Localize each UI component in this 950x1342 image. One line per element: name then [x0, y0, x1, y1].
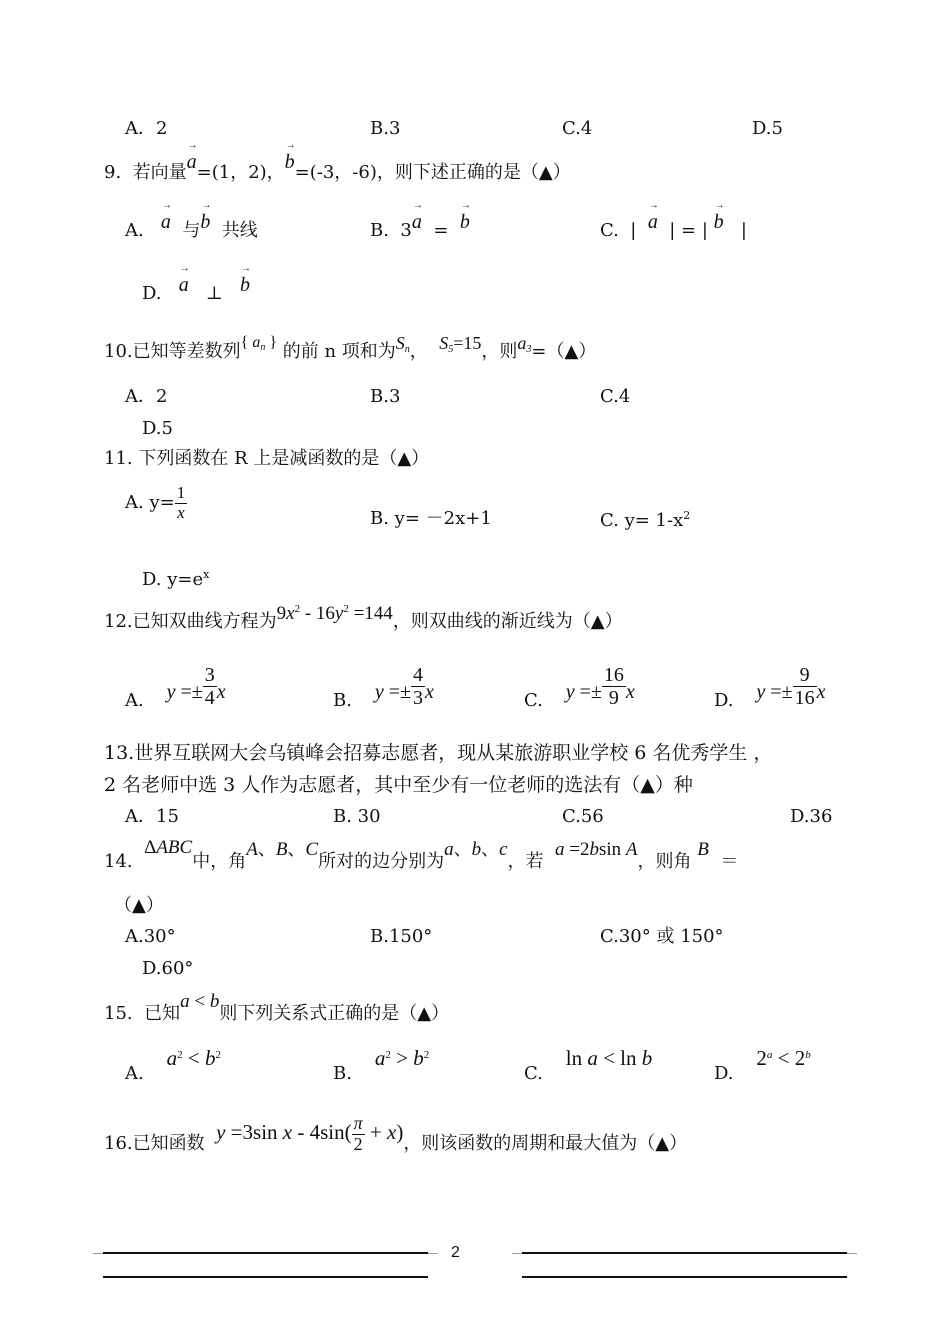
option-label: B. [333, 689, 352, 711]
q9-stem [104, 151, 571, 183]
q12-option-b: B. y =± $\frac{4}{3}$ x [333, 664, 434, 711]
fraction-numerator: 9 [793, 664, 817, 687]
vector-b: → b [285, 152, 295, 172]
option-label: D. [142, 283, 162, 304]
q11-option-c [600, 510, 690, 530]
q10-text: 的前 n 项和为 [282, 341, 396, 362]
q13-option-a: A．15 [125, 806, 179, 827]
fraction-denominator: 16 [794, 687, 815, 709]
option-text: D. y=e [142, 569, 204, 590]
vector-b: → b [460, 212, 470, 232]
q10-s5-value: =15 [453, 333, 482, 353]
vector-a: → a [161, 212, 171, 232]
q16-text: ，则该函数的周期和最大值为（▲） [403, 1133, 688, 1155]
q9-option-b [370, 211, 470, 241]
q13-option-d: D.36 [790, 806, 833, 827]
q12-text: 已知双曲线方程为 [132, 611, 277, 632]
q14-continuation: （▲） [114, 895, 164, 916]
q9-number: 9. [104, 162, 122, 183]
q10-number: 10. [104, 341, 133, 362]
option-label: D. [714, 689, 734, 711]
option-label: C. [524, 689, 543, 711]
q14-text: ，若 [507, 851, 544, 872]
q12-stem: 12.已知双曲线方程为$9x^2 - 16y^2 =144$，则双曲线的渐近线为（▲） [104, 603, 623, 632]
fraction-denominator: 9 [608, 687, 619, 709]
option-text: = [433, 220, 449, 241]
q12-option-c: C. y =± $\frac{16}{9}$ x [524, 664, 635, 711]
fraction-numerator: 16 [603, 664, 624, 686]
q16-stem: 16.已知函数 y =3sin x - 4sin( $\frac{\pi}{2}$ + x)，则该函数的周期和最大值为（▲） [104, 1113, 688, 1155]
option-text: 共线 [221, 220, 258, 241]
footer-rule-right-bottom [522, 1276, 847, 1278]
q11-stem: 11. 下列函数在 R 上是减函数的是（▲） [104, 448, 430, 469]
q8-option-a: A．2 [125, 118, 168, 139]
fraction-numerator: 1 [176, 483, 186, 502]
q14-text: 所对的边分别为 [318, 851, 445, 872]
q14-option-b: B.150° [370, 926, 433, 947]
q15-text: 已知 [144, 1003, 181, 1024]
q14-text: 中，角 [192, 851, 247, 872]
q16-number: 16. [104, 1133, 133, 1155]
q15-text: 则下列关系式正确的是（▲） [219, 1003, 450, 1024]
q14-stem: 14. ΔABC中，角A、B、C所对的边分别为a、b、c，若 a =2bsin A，则角 B ＝ [104, 837, 739, 872]
option-text: | = | [669, 220, 708, 241]
option-text: ⊥ [205, 283, 223, 304]
option-label: C. [524, 1063, 543, 1084]
q12-equation-rhs: =144 [353, 603, 393, 624]
page-number: 2 [451, 1244, 460, 1261]
q11-option-d [142, 569, 209, 589]
vector-b: → b [200, 212, 210, 232]
q8-option-b: B.3 [370, 118, 401, 139]
footer-rule-right [522, 1252, 847, 1254]
q15-stem: 15. 已知a < b则下列关系式正确的是（▲） [104, 991, 450, 1024]
vector-a: → a [179, 275, 189, 295]
fraction-numerator: 3 [204, 664, 215, 686]
q13-line-1: 13.世界互联网大会乌镇峰会招募志愿者，现从某旅游职业学校 6 名优秀学生 ， [104, 742, 773, 764]
q14-option-c: C.30° 或 150° [600, 926, 724, 947]
q10-text: ，则 [481, 341, 518, 362]
q9-text-pre: 若向量 [132, 162, 187, 183]
q14-text: ＝ [720, 851, 739, 872]
fraction-denominator: x [177, 502, 185, 522]
footer-rule-left-bottom [103, 1276, 428, 1278]
q13-option-c: C.56 [562, 806, 604, 827]
q11-option-a [125, 484, 187, 522]
fraction-denominator: 3 [413, 687, 423, 709]
q9-a-value: =(1，2)， [196, 162, 285, 183]
q14-option-d: D.60° [142, 958, 194, 979]
vector-b: → b [240, 275, 250, 295]
q12-option-d: D. y =± $\frac{9}{16}$ x [714, 664, 826, 711]
exponent: x [203, 568, 210, 581]
q10-text: 已知等差数列 [132, 341, 241, 362]
q10-text: =（▲） [531, 341, 597, 362]
q12-number: 12. [104, 611, 133, 632]
q8-option-d: D.5 [752, 118, 783, 139]
q15-option-d: D. $2^a < 2^b$ [714, 1046, 811, 1084]
fraction-denominator: 4 [204, 687, 215, 709]
q10-option-c: C.4 [600, 386, 631, 407]
q14-text: ，则角 [637, 851, 692, 872]
vector-a: → a [648, 212, 658, 232]
q15-option-c: C. ln a < ln b [524, 1046, 653, 1084]
option-label: A. [125, 689, 144, 711]
option-label: A. [125, 220, 144, 241]
q9-option-d [142, 274, 250, 304]
q13-line-2: 2 名老师中选 3 人作为志愿者，其中至少有一位老师的选法有（▲）种 [104, 774, 693, 796]
q9-option-c: C. | → a | = | → b | [600, 220, 747, 240]
q15-option-a: A. $a^2 < b^2$ [125, 1046, 221, 1084]
q11-option-b: B. y= －2x+1 [370, 508, 492, 529]
q15-number: 15. [104, 1003, 133, 1024]
option-label: A. [125, 1063, 144, 1084]
q14-option-a: A.30° [125, 926, 176, 947]
option-text: 3 [400, 220, 412, 241]
q12-text: ，则双曲线的渐近线为（▲） [392, 611, 623, 632]
footer-rule-left [103, 1252, 428, 1254]
q9-b-value: =(-3，-6)，则下述正确的是（▲） [294, 162, 571, 183]
option-label: D. [714, 1063, 734, 1084]
option-label: C. [600, 220, 619, 241]
q10-option-a: A．2 [125, 386, 168, 407]
vector-a: → a [412, 212, 422, 232]
option-text: 与 [182, 220, 201, 241]
q8-option-c: C.4 [562, 118, 593, 139]
q12-option-a: A. y =± $\frac{3}{4}$ x [125, 664, 226, 711]
q14-number: 14. [104, 851, 133, 872]
q9-option-a [125, 211, 258, 241]
q10-stem: 10.已知等差数列{ $a_n$ } 的前 n 项和为$S_n$， $S_5=15$，则$a_3=(▲)$ [104, 333, 597, 362]
q16-text: 已知函数 [132, 1133, 205, 1155]
q10-option-b: B.3 [370, 386, 401, 407]
exponent: 2 [683, 509, 691, 522]
q13-option-b: B. 30 [333, 806, 381, 827]
q10-option-d: D.5 [142, 418, 173, 439]
fraction-numerator: 4 [413, 664, 423, 686]
option-text: A. y= [125, 492, 175, 514]
vector-a: → a [187, 152, 197, 172]
option-text: C. y= 1-x [600, 510, 684, 531]
option-label: B. [333, 1063, 352, 1084]
vector-b: → b [714, 212, 724, 232]
option-label: B. [370, 220, 389, 241]
q15-option-b: B. $a^2 > b^2$ [333, 1046, 430, 1084]
